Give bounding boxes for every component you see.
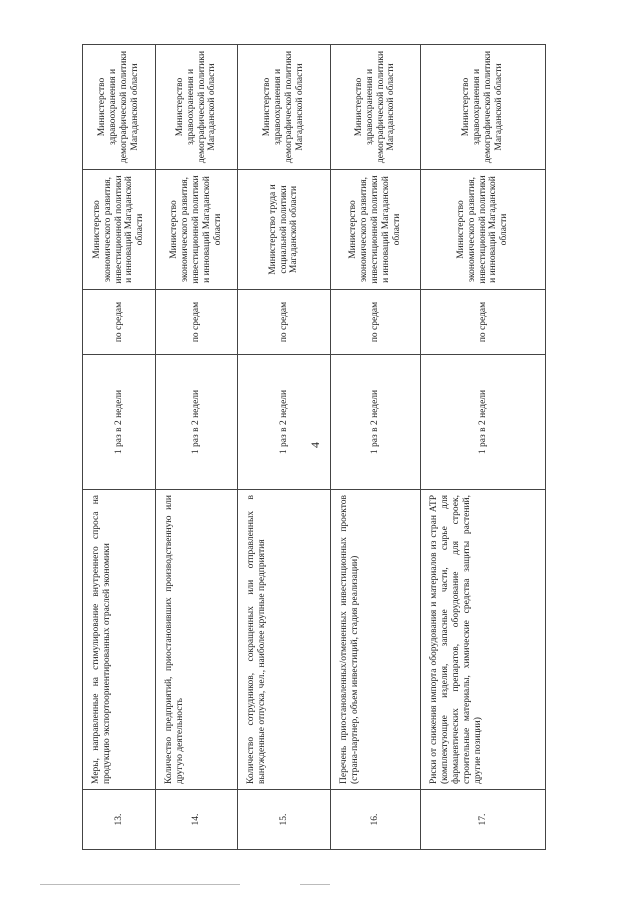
table-row	[156, 45, 238, 850]
row-description: Количество предприятий, приостановивших производственную или другую деятельность	[156, 490, 238, 790]
row-day: по средам	[331, 290, 421, 355]
row-description: Перечень приостановленных/отмененных инвестиционных проектов (страна-партнер, объем инвестиций, стадия реализации)	[331, 490, 421, 790]
row-day: по средам	[83, 290, 156, 355]
row-responsible: Министерство экономического развития, инвестиционной политики и инноваций Магаданской области	[331, 170, 421, 290]
row-frequency: 1 раз в 2 недели	[331, 355, 421, 490]
row-description: Меры, направленные на стимулирование внутреннего спроса на продукцию экспортоориентированных отраслей экономики	[83, 490, 156, 790]
scan-artifact-line	[40, 884, 240, 885]
row-co-executor: Министерство здравоохранения и демографической политики Магаданской области	[83, 45, 156, 170]
scan-artifact-line	[300, 884, 330, 885]
row-number: 16.	[331, 790, 421, 850]
table-row	[331, 45, 421, 850]
row-number: 14.	[156, 790, 238, 850]
table-row	[238, 45, 331, 850]
row-co-executor: Министерство здравоохранения и демографической политики Магаданской области	[238, 45, 331, 170]
row-responsible: Министерство труда и социальной политики Магаданской области	[238, 170, 331, 290]
row-frequency: 1 раз в 2 недели	[238, 355, 331, 490]
row-responsible: Министерство экономического развития, инвестиционной политики и инноваций Магаданской области	[421, 170, 546, 290]
table-row	[421, 45, 546, 850]
row-day: по средам	[238, 290, 331, 355]
table-row	[83, 45, 156, 850]
row-description: Риски от снижения импорта оборудования и материалов из стран АТР (комплектующие изделия, запасные части, сырье для фармацевтических препаратов, оборудование для строек, строительные материалы, химические средства защиты растений, другие позиции)	[421, 490, 546, 790]
row-responsible: Министерство экономического развития, инвестиционной политики и инноваций Магаданской области	[156, 170, 238, 290]
row-day: по средам	[156, 290, 238, 355]
row-description: Количество сотрудников, сокращенных или отправленных в вынужденные отпуска, чел., наиболее крупные предприятия	[238, 490, 331, 790]
row-number: 13.	[83, 790, 156, 850]
row-day: по средам	[421, 290, 546, 355]
row-responsible: Министерство экономического развития, инвестиционной политики и инноваций Магаданской области	[83, 170, 156, 290]
row-co-executor: Министерство здравоохранения и демографической политики Магаданской области	[421, 45, 546, 170]
row-number: 17.	[421, 790, 546, 850]
row-co-executor: Министерство здравоохранения и демографической политики Магаданской области	[331, 45, 421, 170]
page-number: 4	[308, 442, 322, 448]
row-frequency: 1 раз в 2 недели	[156, 355, 238, 490]
row-co-executor: Министерство здравоохранения и демографической политики Магаданской области	[156, 45, 238, 170]
row-number: 15.	[238, 790, 331, 850]
monitoring-table	[82, 45, 545, 850]
row-frequency: 1 раз в 2 недели	[83, 355, 156, 490]
row-frequency: 1 раз в 2 недели	[421, 355, 546, 490]
